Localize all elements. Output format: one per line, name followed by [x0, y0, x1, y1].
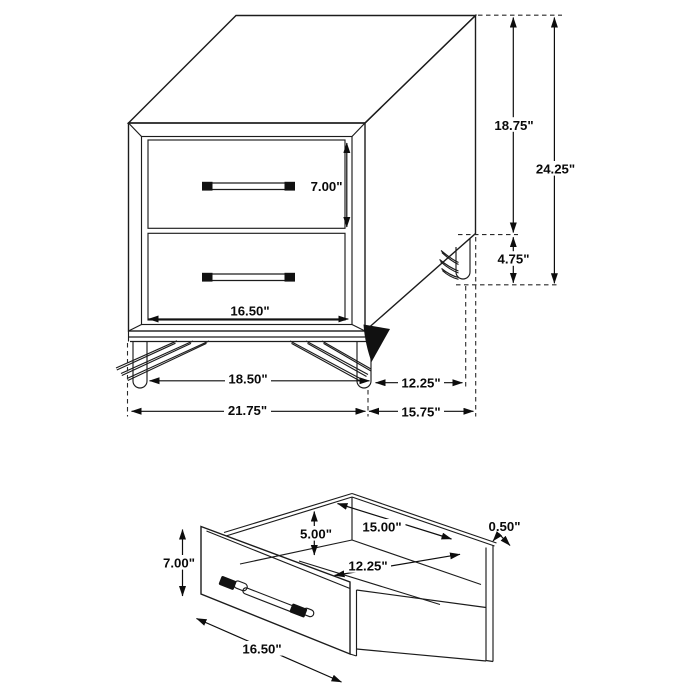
dim-thickness-arrow-a [493, 535, 499, 542]
label-interior-depth: 12.25" [348, 558, 388, 574]
dimension-lines-nightstand [132, 18, 555, 412]
frame-miters [129, 123, 366, 331]
label-drawer-height: 7.00" [310, 179, 343, 194]
front-frame-opening [142, 137, 353, 325]
label-front-height: 7.00" [163, 555, 195, 571]
label-interior-width: 15.00" [362, 519, 402, 535]
rod-cluster-shading [364, 325, 391, 363]
label-leg-span-width: 18.50" [228, 371, 268, 387]
label-panel-thickness: 0.50" [488, 519, 521, 534]
hairpin-rods-left [116, 341, 209, 381]
label-body-height: 18.75" [494, 117, 534, 133]
hairpin-rods-right [290, 341, 371, 382]
dim-thickness-arrow-b [501, 536, 511, 546]
label-drawer-width: 16.50" [230, 303, 270, 319]
nightstand-front-face [129, 123, 366, 331]
front-right-leg [290, 325, 390, 389]
nightstand-figure [116, 15, 579, 419]
dimension-labels-nightstand [224, 117, 579, 419]
base-band [129, 331, 369, 342]
front-panel-thickness-edges [207, 531, 357, 656]
drawer-figure [160, 494, 520, 683]
label-leg-height: 4.75" [497, 251, 530, 267]
nightstand-side-face [365, 16, 476, 332]
label-overall-height: 24.25" [535, 161, 576, 177]
label-interior-height: 5.00" [300, 526, 332, 542]
drawer-handle-top [202, 182, 295, 191]
label-leg-span-depth: 12.25" [401, 375, 441, 391]
label-overall-width: 21.75" [227, 403, 268, 419]
label-front-width: 16.50" [242, 641, 282, 657]
back-right-leg [440, 238, 471, 279]
dashed-guides-horizontal [456, 15, 562, 285]
dimension-labels-drawer [160, 519, 520, 656]
drawer-pull-handle [218, 575, 315, 621]
label-overall-depth: 15.75" [401, 404, 441, 420]
nightstand-top-face [129, 16, 476, 124]
drawer-handle-bottom [202, 273, 295, 282]
